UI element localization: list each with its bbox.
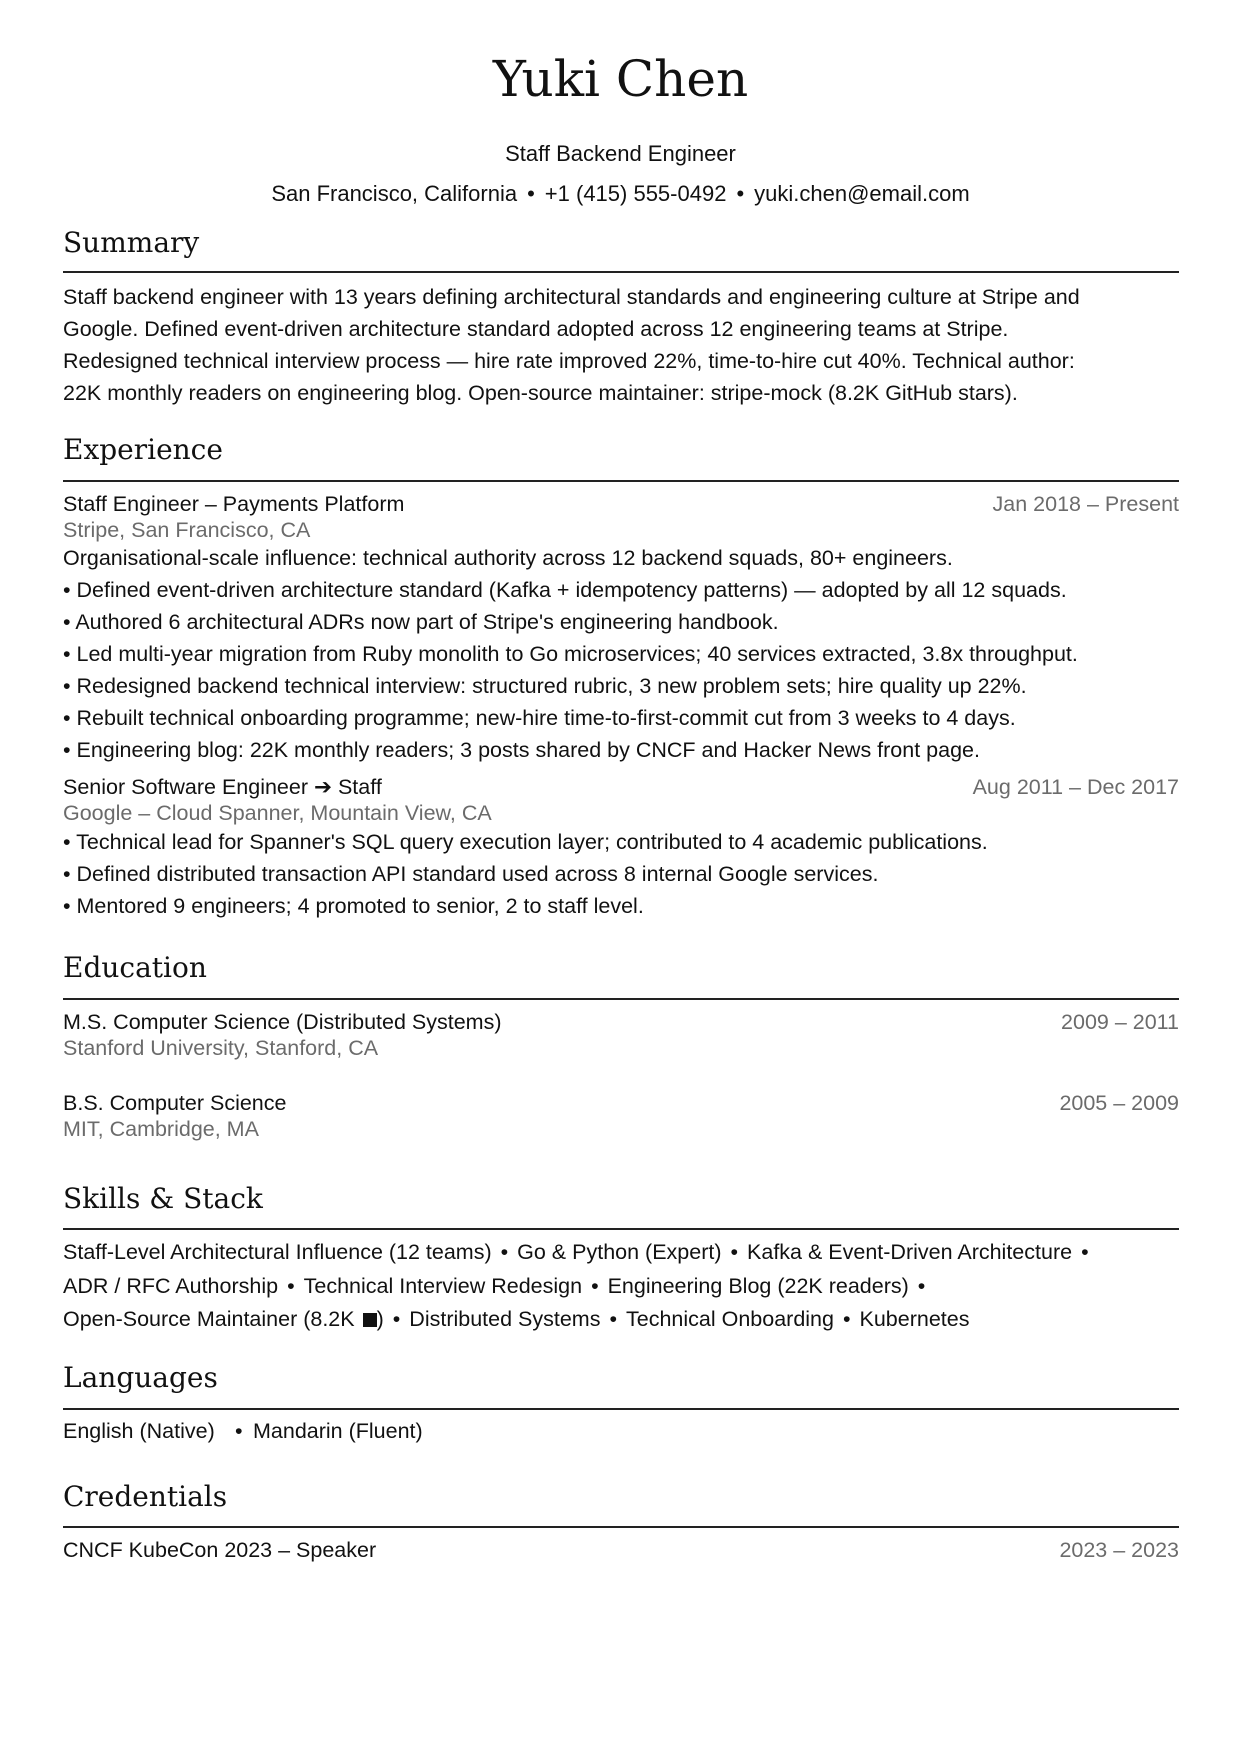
credential-dates: 2023 – 2023	[1059, 1538, 1179, 1562]
credential-name: CNCF KubeCon 2023 – Speaker	[63, 1538, 377, 1562]
contact-location: San Francisco, California	[271, 181, 518, 206]
summary-heading: Summary	[63, 226, 200, 259]
summary-line: 22K monthly readers on engineering blog. Open-source maintainer: stripe-mock (8.2K GitHub stars).	[63, 381, 1018, 405]
education-heading: Education	[63, 951, 207, 984]
skill-item: ADR / RFC Authorship	[63, 1273, 279, 1298]
job-bullet: Organisational-scale influence: technical authority across 12 backend squads, 80+ engineers.	[63, 546, 953, 570]
summary-line: Staff backend engineer with 13 years defining architectural standards and engineering culture at Stripe and	[63, 285, 1080, 309]
degree: B.S. Computer Science	[63, 1091, 287, 1115]
skill-item: Open-Source Maintainer (8.2K	[63, 1307, 355, 1331]
job-bullet: • Technical lead for Spanner's SQL query execution layer; contributed to 4 academic publications.	[63, 830, 988, 854]
education-dates: 2009 – 2011	[1061, 1010, 1179, 1034]
job-dates: Jan 2018 – Present	[992, 492, 1179, 516]
language-item: Mandarin (Fluent)	[253, 1419, 423, 1443]
contact-email[interactable]: yuki.chen@email.com	[754, 181, 970, 206]
job-dates: Aug 2011 – Dec 2017	[972, 775, 1179, 799]
skill-separator: •	[917, 1273, 926, 1298]
job-bullet: • Authored 6 architectural ADRs now part of Stripe's engineering handbook.	[63, 610, 779, 634]
job-company: Stripe, San Francisco, CA	[63, 518, 311, 542]
skill-separator: •	[392, 1307, 401, 1331]
candidate-title: Staff Backend Engineer	[505, 141, 736, 166]
job-title: Senior Software Engineer ➔ Staff	[63, 775, 382, 799]
missing-glyph-icon	[363, 1313, 377, 1327]
contact-separator: •	[527, 181, 535, 206]
skills-row	[63, 1236, 1179, 1270]
skill-separator: •	[591, 1273, 599, 1298]
contact-line	[0, 181, 1241, 207]
skill-separator: •	[730, 1240, 739, 1264]
skill-item: Technical Interview Redesign	[303, 1273, 583, 1298]
skill-item: Kafka & Event-Driven Architecture	[747, 1240, 1073, 1264]
degree: M.S. Computer Science (Distributed Systems)	[63, 1010, 502, 1034]
section-divider	[63, 998, 1179, 1000]
section-divider	[63, 1408, 1179, 1410]
section-divider	[63, 480, 1179, 482]
skill-item: Technical Onboarding	[626, 1307, 834, 1331]
job-title: Staff Engineer – Payments Platform	[63, 492, 405, 516]
language-item: English (Native)	[63, 1419, 215, 1443]
skill-item: Go & Python (Expert)	[517, 1240, 722, 1264]
job-bullets	[63, 826, 1179, 922]
job-bullet: • Defined distributed transaction API standard used across 8 internal Google services.	[63, 862, 879, 886]
section-divider	[63, 271, 1179, 273]
skills-heading: Skills & Stack	[63, 1182, 263, 1215]
school: Stanford University, Stanford, CA	[63, 1036, 379, 1060]
job-company: Google – Cloud Spanner, Mountain View, CA	[63, 801, 492, 825]
job-bullet: • Defined event-driven architecture standard (Kafka + idempotency patterns) — adopted by all 12 squads.	[63, 578, 1067, 602]
summary-line: Google. Defined event-driven architecture standard adopted across 12 engineering teams at Stripe.	[63, 317, 1009, 341]
experience-heading: Experience	[63, 433, 223, 466]
skill-separator: •	[609, 1307, 617, 1331]
job-bullet: • Redesigned backend technical interview: structured rubric, 3 new problem sets; hire quality up 22%.	[63, 674, 1027, 698]
job-bullet: • Mentored 9 engineers; 4 promoted to senior, 2 to staff level.	[63, 894, 644, 918]
contact-separator: •	[736, 181, 745, 206]
job-bullet: • Rebuilt technical onboarding programme; new-hire time-to-first-commit cut from 3 weeks to 4 days.	[63, 706, 1016, 730]
skills-row	[63, 1270, 1179, 1304]
skill-separator: •	[500, 1240, 509, 1264]
summary-paragraph	[63, 281, 1179, 409]
skills-list	[63, 1236, 1179, 1337]
skill-separator: •	[842, 1307, 851, 1331]
section-divider	[63, 1228, 1179, 1230]
job-bullet: • Led multi-year migration from Ruby monolith to Go microservices; 40 services extracted, 3.8x throughput.	[63, 642, 1078, 666]
job-bullet: • Engineering blog: 22K monthly readers; 3 posts shared by CNCF and Hacker News front page.	[63, 738, 980, 762]
skill-item: Engineering Blog (22K readers)	[607, 1273, 909, 1298]
skills-row	[63, 1303, 1179, 1337]
candidate-name: Yuki Chen	[492, 50, 749, 108]
skill-item: Distributed Systems	[409, 1307, 601, 1331]
language-separator: •	[235, 1419, 243, 1443]
school: MIT, Cambridge, MA	[63, 1117, 259, 1141]
contact-phone[interactable]: +1 (415) 555-0492	[544, 181, 727, 206]
credentials-heading: Credentials	[63, 1480, 228, 1513]
skill-item: Kubernetes	[859, 1307, 970, 1331]
summary-line: Redesigned technical interview process — hire rate improved 22%, time-to-hire cut 40%. Technical author:	[63, 349, 1075, 373]
skill-separator: •	[1081, 1240, 1089, 1264]
skill-item: Staff-Level Architectural Influence (12 teams)	[63, 1240, 492, 1264]
education-dates: 2005 – 2009	[1059, 1091, 1179, 1115]
skill-separator: •	[287, 1273, 295, 1298]
section-divider	[63, 1526, 1179, 1528]
languages-heading: Languages	[63, 1361, 218, 1394]
job-bullets	[63, 542, 1179, 766]
skill-item-close: )	[376, 1307, 384, 1331]
